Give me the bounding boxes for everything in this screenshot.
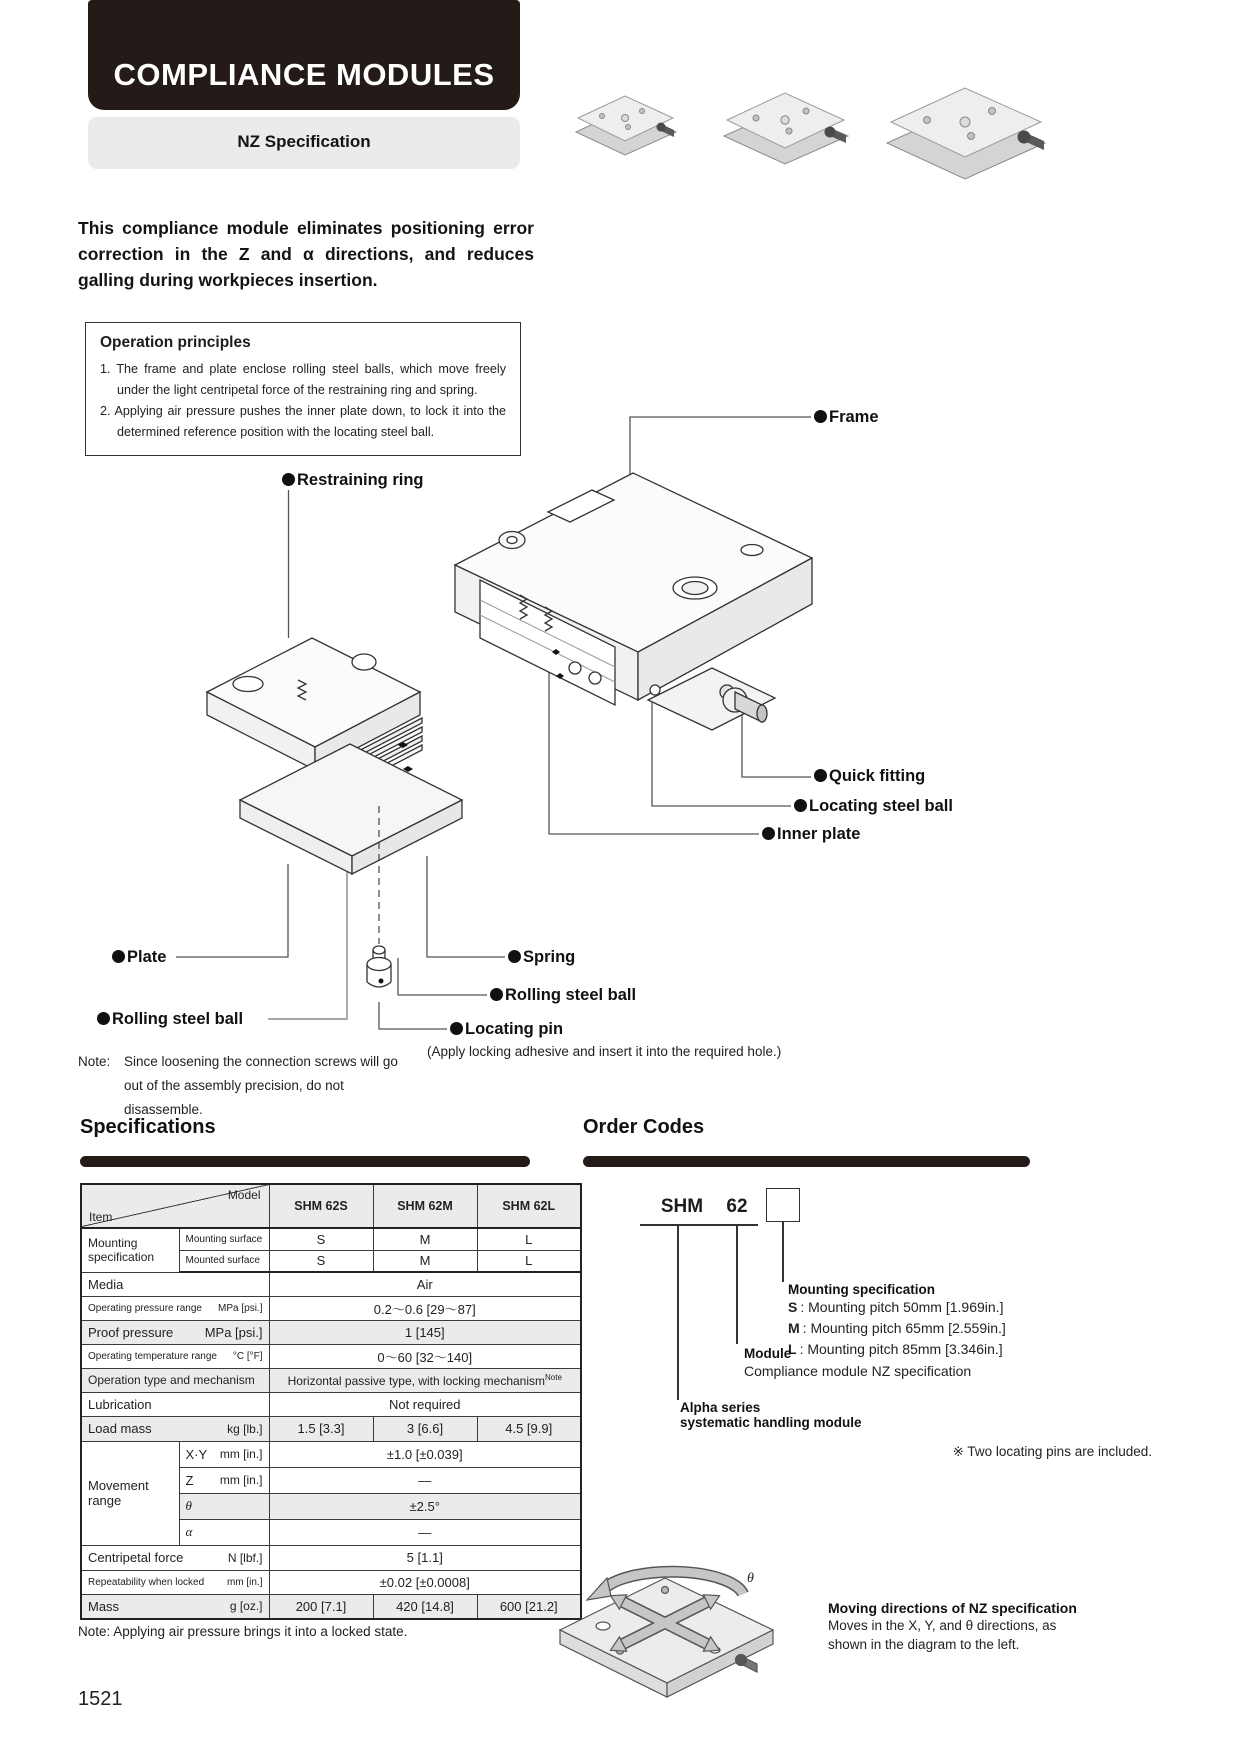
order-codes-heading: Order Codes bbox=[583, 1116, 705, 1138]
series-line: Alpha series bbox=[680, 1400, 761, 1415]
row-value: 420 [14.8] bbox=[373, 1594, 477, 1619]
row-label: Media bbox=[81, 1272, 269, 1296]
row-unit: mm [in.] bbox=[219, 1473, 263, 1487]
bullet-icon bbox=[490, 988, 503, 1001]
locating-steel-ball-art bbox=[650, 685, 660, 695]
label-restraining-ring: Restraining ring bbox=[282, 469, 424, 491]
bullet-icon bbox=[814, 769, 827, 782]
row-unit: MPa [psi.] bbox=[218, 1302, 263, 1314]
label-inner-plate: Inner plate bbox=[762, 823, 860, 845]
row-sublabel: Mounted surface bbox=[179, 1250, 269, 1272]
row-value: 200 [7.1] bbox=[269, 1594, 373, 1619]
code-connector-line bbox=[782, 1222, 784, 1282]
label-locating-steel-ball: Locating steel ball bbox=[794, 795, 953, 817]
order-codes-heading-bar bbox=[583, 1156, 1030, 1167]
operation-principle-2: 2. Applying air pressure pushes the inner plate down, to lock it into the determined reference position with the locating steel ball. bbox=[100, 404, 506, 439]
row-value: ±0.02 [±0.0008] bbox=[269, 1570, 581, 1594]
row-value: L bbox=[477, 1250, 581, 1272]
row-label: Mounting specification bbox=[81, 1228, 179, 1272]
moving-directions-title: Moving directions of NZ specification bbox=[828, 1600, 1077, 1616]
bullet-icon bbox=[762, 827, 775, 840]
module-desc: Compliance module NZ specification bbox=[744, 1363, 972, 1379]
bullet-icon bbox=[794, 799, 807, 812]
row-value: ±1.0 [±0.039] bbox=[269, 1441, 581, 1467]
table-row bbox=[81, 1320, 581, 1344]
mounting-spec-option: L : Mounting pitch 85mm [3.346in.] bbox=[788, 1341, 1003, 1357]
specifications-heading-bar bbox=[80, 1156, 530, 1167]
table-row bbox=[81, 1344, 581, 1368]
model-header: SHM 62S bbox=[269, 1184, 373, 1228]
row-unit: °C [°F] bbox=[232, 1350, 263, 1362]
product-photo-large bbox=[887, 88, 1045, 179]
quick-fitting-art bbox=[720, 685, 767, 722]
code-connector-line bbox=[677, 1226, 679, 1400]
bullet-icon bbox=[282, 473, 295, 486]
label-quick-fitting: Quick fitting bbox=[814, 765, 925, 787]
page-subtitle: NZ Specification bbox=[237, 132, 371, 151]
page-title-banner bbox=[88, 0, 520, 110]
row-value: L bbox=[477, 1228, 581, 1250]
row-value: Horizontal passive type, with locking mechanism$^{Note}$ bbox=[269, 1368, 581, 1392]
specifications-heading: Specifications bbox=[80, 1116, 216, 1138]
row-value: S bbox=[269, 1250, 373, 1272]
row-value: 0～60 [32～140] bbox=[269, 1344, 581, 1368]
row-value: 600 [21.2] bbox=[477, 1594, 581, 1619]
order-code-prefix: SHM bbox=[660, 1196, 704, 1217]
row-sublabel: θ bbox=[179, 1493, 269, 1519]
page-number: 1521 bbox=[78, 1688, 123, 1710]
row-label: Centripetal force N [lbf.] bbox=[81, 1545, 269, 1570]
row-value: 1.5 [3.3] bbox=[269, 1416, 373, 1441]
label-spring: Spring bbox=[508, 946, 575, 968]
table-row bbox=[81, 1392, 581, 1416]
table-header-row bbox=[81, 1184, 581, 1228]
top-spring-art bbox=[298, 680, 306, 700]
diagram-note bbox=[78, 1050, 398, 1122]
row-label: Mass g [oz.] bbox=[81, 1594, 269, 1619]
row-label: Lubrication bbox=[81, 1392, 269, 1416]
table-row bbox=[81, 1296, 581, 1320]
series-line: systematic handling module bbox=[680, 1415, 862, 1430]
intro-paragraph: This compliance module eliminates positioning error correction in the Z and α directions, and reduces galling during workpieces insertion. bbox=[78, 218, 534, 290]
row-value: M bbox=[373, 1250, 477, 1272]
inner-plate-art bbox=[648, 668, 775, 730]
module-legend bbox=[744, 1346, 971, 1382]
row-value: 3 [6.6] bbox=[373, 1416, 477, 1441]
row-unit: MPa [psi.] bbox=[204, 1324, 263, 1340]
bullet-icon bbox=[112, 950, 125, 963]
bullet-icon bbox=[814, 410, 827, 423]
mounting-spec-title: Mounting specification bbox=[788, 1282, 935, 1297]
code-connector-line bbox=[736, 1226, 738, 1344]
row-value: M bbox=[373, 1228, 477, 1250]
table-row bbox=[81, 1441, 581, 1467]
row-label: Repeatability when locked mm [in.] bbox=[81, 1570, 269, 1594]
operation-principle-1: 1. The frame and plate enclose rolling steel balls, which move freely under the light centripetal force of the restraining ring and spring. bbox=[100, 362, 506, 397]
moving-directions-figure bbox=[545, 1538, 805, 1708]
corner-item-label: Item bbox=[89, 1210, 113, 1224]
order-code-size: 62 bbox=[726, 1196, 748, 1217]
value-note-superscript: Note bbox=[545, 1372, 562, 1382]
row-unit: g [oz.] bbox=[229, 1599, 263, 1614]
row-value: — bbox=[269, 1519, 581, 1545]
bullet-icon bbox=[97, 1012, 110, 1025]
series-legend bbox=[680, 1400, 862, 1430]
product-photo-medium bbox=[724, 93, 848, 164]
mounting-spec-code-box bbox=[766, 1188, 800, 1222]
row-value: Air bbox=[269, 1272, 581, 1296]
moving-directions-text bbox=[828, 1600, 1077, 1654]
row-label: Operating pressure range MPa [psi.] bbox=[81, 1296, 269, 1320]
row-label: Load mass kg [lb.] bbox=[81, 1416, 269, 1441]
product-photos bbox=[530, 48, 1070, 188]
label-frame: Frame bbox=[814, 406, 879, 428]
moving-directions-line: Moves in the X, Y, and θ directions, as bbox=[828, 1618, 1057, 1633]
moving-directions-line: shown in the diagram to the left. bbox=[828, 1637, 1020, 1652]
leader-lines bbox=[176, 417, 811, 1029]
row-value: S bbox=[269, 1228, 373, 1250]
table-row bbox=[81, 1570, 581, 1594]
table-row bbox=[81, 1272, 581, 1296]
row-value: ±2.5° bbox=[269, 1493, 581, 1519]
row-label: Operating temperature range °C [°F] bbox=[81, 1344, 269, 1368]
product-photo-small bbox=[576, 96, 676, 155]
row-sublabel: X·Y mm [in.] bbox=[179, 1441, 269, 1467]
row-sublabel: α bbox=[179, 1519, 269, 1545]
label-rolling-steel-ball-right: Rolling steel ball bbox=[490, 984, 636, 1006]
model-header: SHM 62L bbox=[477, 1184, 581, 1228]
row-sublabel: Mounting surface bbox=[179, 1228, 269, 1250]
locating-pin-note: (Apply locking adhesive and insert it into the required hole.) bbox=[427, 1044, 782, 1059]
row-label: Proof pressure MPa [psi.] bbox=[81, 1320, 269, 1344]
table-row bbox=[81, 1545, 581, 1570]
operation-principles-title: Operation principles bbox=[100, 334, 251, 351]
row-unit: mm [in.] bbox=[219, 1447, 263, 1461]
row-value: 4.5 [9.9] bbox=[477, 1416, 581, 1441]
row-label: Operation type and mechanism bbox=[81, 1368, 269, 1392]
locating-pins-note: ※ Two locating pins are included. bbox=[952, 1444, 1152, 1459]
table-note: Note: Applying air pressure brings it into a locked state. bbox=[78, 1624, 408, 1639]
table-row bbox=[81, 1594, 581, 1619]
page-title: COMPLIANCE MODULES bbox=[113, 57, 495, 92]
row-value: 0.2～0.6 [29～87] bbox=[269, 1296, 581, 1320]
frame-assembly bbox=[455, 473, 812, 730]
theta-label: θ bbox=[747, 1571, 754, 1586]
bullet-icon bbox=[450, 1022, 463, 1035]
label-locating-pin: Locating pin bbox=[450, 1018, 563, 1040]
mounting-spec-option: S : Mounting pitch 50mm [1.969in.] bbox=[788, 1299, 1004, 1315]
row-value: — bbox=[269, 1467, 581, 1493]
plate-assembly bbox=[207, 638, 462, 874]
locating-pin-art bbox=[367, 806, 391, 987]
exploded-view-diagram bbox=[0, 400, 1240, 1060]
row-value: 5 [1.1] bbox=[269, 1545, 581, 1570]
table-row bbox=[81, 1368, 581, 1392]
bullet-icon bbox=[508, 950, 521, 963]
specifications-table bbox=[80, 1183, 582, 1620]
row-sublabel: Z mm [in.] bbox=[179, 1467, 269, 1493]
table-row bbox=[81, 1228, 581, 1250]
mounting-spec-option: M : Mounting pitch 65mm [2.559in.] bbox=[788, 1320, 1006, 1336]
note-line: Since loosening the connection screws will go bbox=[124, 1054, 398, 1069]
note-line: out of the assembly precision, do not bbox=[124, 1078, 344, 1093]
table-row bbox=[81, 1416, 581, 1441]
label-rolling-steel-ball-left: Rolling steel ball bbox=[97, 1008, 243, 1030]
row-label: Movement range bbox=[81, 1441, 179, 1545]
row-unit: kg [lb.] bbox=[227, 1421, 263, 1436]
note-label: Note: bbox=[78, 1054, 111, 1069]
corner-model-label: Model bbox=[227, 1188, 261, 1202]
spring-stack-art bbox=[318, 718, 422, 804]
row-value: Not required bbox=[269, 1392, 581, 1416]
note-line: disassemble. bbox=[124, 1102, 203, 1117]
row-unit: N [lbf.] bbox=[227, 1550, 263, 1565]
row-value: 1 [145] bbox=[269, 1320, 581, 1344]
module-title: Module bbox=[744, 1346, 792, 1361]
operation-principles-box bbox=[85, 322, 521, 456]
row-unit: mm [in.] bbox=[226, 1576, 263, 1588]
subtitle-banner bbox=[88, 117, 520, 169]
label-plate: Plate bbox=[112, 946, 166, 968]
model-header: SHM 62M bbox=[373, 1184, 477, 1228]
model-item-corner-cell bbox=[81, 1184, 269, 1228]
